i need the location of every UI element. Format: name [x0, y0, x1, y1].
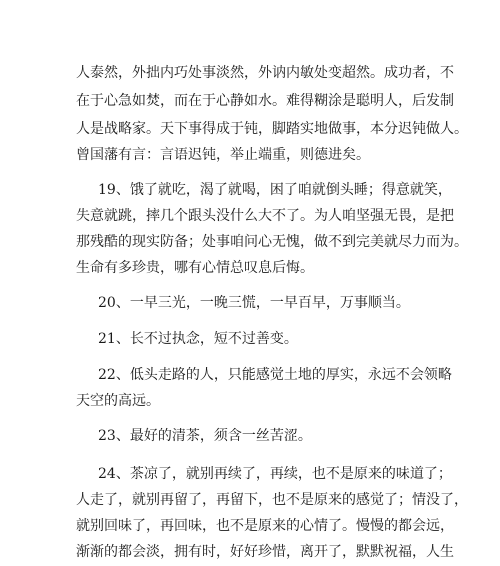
- paragraph-24-line: 24、茶凉了，就别再续了，再续，也不是原来的味道了；: [98, 466, 452, 482]
- paragraph-22-line: 天空的高远。: [76, 393, 160, 409]
- text-line: 在于心急如焚，而在于心静如水。难得糊涂是聪明人，后发制: [76, 93, 454, 109]
- paragraph-19-line: 那残酷的现实防备；处事咱问心无愧，做不到完美就尽力而为。: [76, 234, 468, 250]
- paragraph-23-line: 23、最好的清茶，须含一丝苦涩。: [98, 428, 312, 444]
- paragraph-24-line: 就别回味了，再回味，也不是原来的心情了。慢慢的都会远，: [76, 518, 454, 534]
- text-line: 人泰然，外拙内巧处事淡然，外讷内敏处变超然。成功者，不: [76, 65, 454, 81]
- paragraph-19-line: 19、饿了就吃，渴了就喝，困了咱就倒头睡；得意就笑，: [98, 182, 452, 198]
- paragraph-19-line: 失意就跳，摔几个跟头没什么大不了。为人咱坚强无畏，是把: [76, 208, 454, 224]
- paragraph-24-line: 渐渐的都会淡，拥有时，好好珍惜，离开了，默默祝福，人生: [76, 544, 454, 560]
- text-line: 人是战略家。天下事得成于钝，脚踏实地做事，本分迟钝做人。: [76, 121, 468, 137]
- paragraph-19-line: 生命有多珍贵，哪有心情总叹息后悔。: [76, 260, 314, 276]
- paragraph-24-line: 人走了，就别再留了，再留下，也不是原来的感觉了；情没了，: [76, 492, 468, 508]
- text-line: 曾国藩有言：言语迟钝，举止端重，则德进矣。: [76, 147, 370, 163]
- paragraph-22-line: 22、低头走路的人，只能感觉土地的厚实，永远不会领略: [98, 367, 452, 383]
- paragraph-21-line: 21、长不过执念，短不过善变。: [98, 331, 298, 347]
- paragraph-20-line: 20、一早三光，一晚三慌，一早百早，万事顺当。: [98, 295, 410, 311]
